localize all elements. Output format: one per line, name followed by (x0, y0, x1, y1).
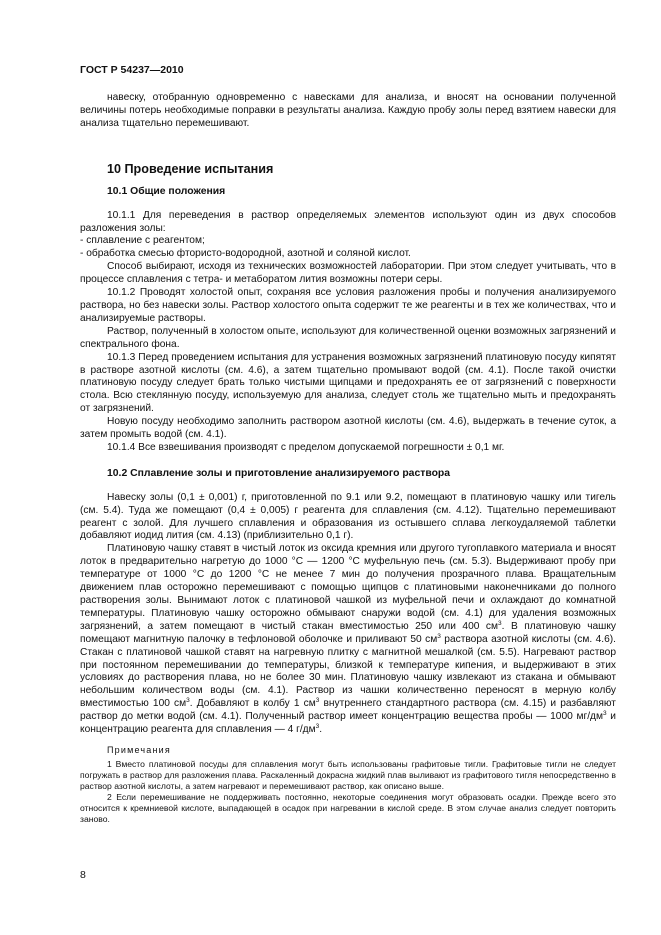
paragraph-blank-solution: Раствор, полученный в холостом опыте, используют для количественной оценки возможных загрязнений и спектрального фона. (80, 325, 616, 350)
paragraph-new-ware: Новую посуду необходимо заполнить раствором азотной кислоты (см. 4.6), выдержать в течение суток, а затем промыть водой (см. 4.1). (80, 416, 616, 441)
note-1: 1 Вместо платиновой посуды для сплавления могут быть использованы графитовые тигли. Графитовые тигли не следует погружать в раствор для разложения плава. Раскаленный докрасна жидкий плав выливают из графитового тигля непосредственно в раствор азотной кислоты, а затем нагревают и перемешивают раствор, как описано выше. (80, 758, 616, 792)
paragraph-10-1-4: 10.1.4 Все взвешивания производят с пределом допускаемой погрешности ± 0,1 мг. (107, 441, 505, 453)
subsection-10-2-title: 10.2 Сплавление золы и приготовление анализируемого раствора (107, 467, 451, 479)
subsection-10-1-title: 10.1 Общие положения (107, 185, 226, 197)
paragraph-10-1-2: 10.1.2 Проводят холостой опыт, сохраняя все условия разложения пробы и получения анализируемого раствора, но без навески золы. Раствор холостого опыта содержит те же реагенты и в тех же количествах, что и анализируемые растворы. (80, 287, 616, 324)
section-10-title: 10 Проведение испытания (107, 161, 274, 176)
body-text (80, 92, 616, 825)
list-item-fusion: - сплавление с реагентом; (80, 235, 205, 247)
list-item-acid-treatment: - обработка смесью фтористо-водородной, азотной и соляной кислот. (80, 248, 411, 260)
paragraph-10-1-3: 10.1.3 Перед проведением испытания для устранения возможных загрязнений платиновую посуду кипятят в растворе азотной кислоты (см. 4.6), а затем тщательно промывают водой (см. 4.1). После такой очистки платиновую посуду следует брать только чистыми щипцами и предохранять ее от загрязнений с поверхности стола. Всю стеклянную посуду, используемую для анализа, следует столь же тщательно мыть и предохранять от загрязнений. (80, 351, 616, 415)
paragraph-method-choice: Способ выбирают, исходя из технических возможностей лаборатории. При этом следует учитывать, что в процессе сплавления с тетра- и метаборатом лития возможны потери серы. (80, 261, 616, 286)
page-number: 8 (80, 869, 86, 881)
paragraph-fusion-procedure: Платиновую чашку ставят в чистый лоток из оксида кремния или другого тугоплавкого материала и вносят лоток в предварительно нагретую до 1000 °С — 1200 °С муфельную печь (см. 5.3). Выдерживают пробу при температуре от 1000 °С до 1200 °С не менее 7 мин до получения прозрачного плава. Вращательным движением плав осторожно перемешивают с помощью щипцов с платиновыми наконечниками до полного растворения золы. Вынимают лоток с платиновой чашкой из муфельной печи и охлаждают до комнатной температуры. Платиновую чашку осторожно обмывают снаружи водой (см. 4.1) для удаления возможных загрязнений, а затем помещают в чистый стакан вместимостью 250 или 400 $см^3$. В платиновую чашку помещают магнитную палочку в тефлоновой оболочке и приливают 50 $см^3$ раствора азотной кислоты (см. 4.6). Стакан с платиновой чашкой ставят на нагревную плитку с магнитной мешалкой (см. 5.5). Нагревают раствор при постоянном перемешивании до температуры, близкой к температуре кипения, и выдерживают в этих условиях до растворения плава, но не более 30 мин. Платиновую чашку извлекают из стакана и обмывают небольшим количеством воды (см. 4.1). Раствор из чашки количественно переносят в мерную колбу вместимостью 100 $см^3$. Добавляют в колбу 1 $см^3$ внутреннего стандартного раствора (см. 4.15) и разбавляют раствор до метки водой (см. 4.1). Полученный раствор имеет концентрацию вещества пробы — 1000 $мг/дм^3$ и концентрацию реагента для сплавления — 4 $г/дм^3$. (80, 543, 617, 736)
paragraph-sample-weighing: Навеску золы (0,1 ± 0,001) г, приготовленной по 9.1 или 9.2, помещают в платиновую чашку или тигель (см. 5.4). Туда же помещают (0,4 ± 0,005) г реагента для сплавления (см. 4.12). Тщательно перемешивают реагент с золой. Для лучшего сплавления и образования из остывшего сплава легкоудаляемой таблетки добавляют иодид лития (см. 4.13) (приблизительно 0,1 г). (80, 491, 616, 542)
document-code-header: ГОСТ Р 54237—2010 (80, 64, 184, 76)
paragraph-10-1-1: 10.1.1 Для переведения в раствор определяемых элементов используют один из двух способов разложения золы: (80, 209, 616, 234)
notes-title: Примечания (107, 744, 171, 755)
note-2: 2 Если перемешивание не поддерживать постоянно, некоторые соединения могут образовать осадки. Прежде всего это относится к кремниевой кислоте, выпадающей в осадок при нагревании в кислой среде. В этом случае анализ следует повторить заново. (80, 792, 616, 825)
intro-paragraph: навеску, отобранную одновременно с навесками для анализа, и вносят на основании полученной величины потерь необходимые поправки в результаты анализа. Каждую пробу золы перед взятием навески для анализа тщательно перемешивают. (80, 92, 616, 129)
